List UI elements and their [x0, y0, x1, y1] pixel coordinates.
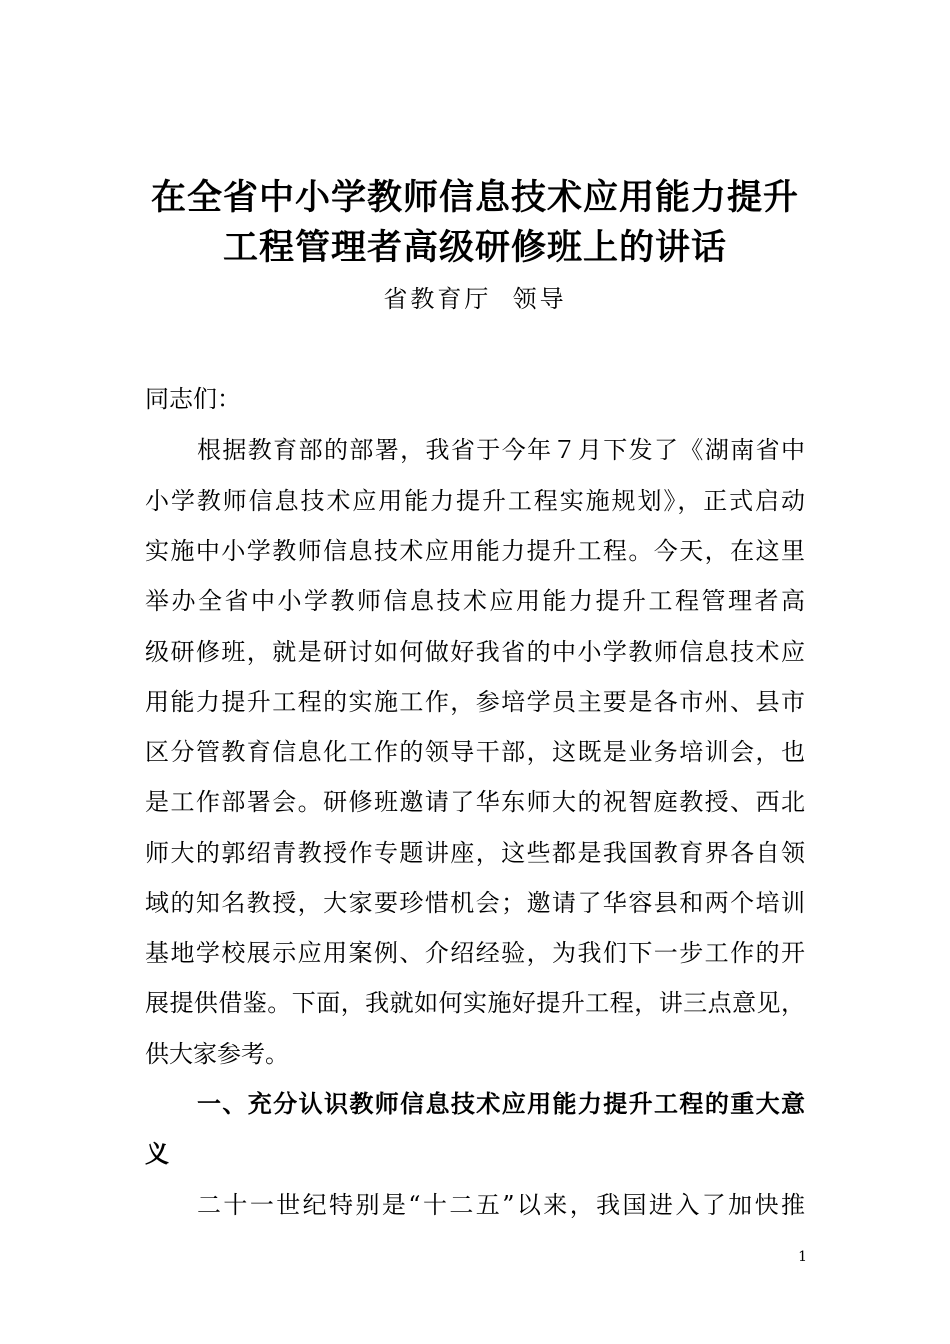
title-line-1: 在全省中小学教师信息技术应用能力提升: [150, 178, 799, 218]
section-heading-1: 一、充分认识教师信息技术应用能力提升工程的重大意: [197, 1090, 805, 1118]
title-line-2: 工程管理者高级研修班上的讲话: [222, 228, 727, 268]
byline: 省教育厅 领导: [383, 285, 567, 313]
paragraph-line: 供大家参考。: [145, 1040, 289, 1068]
paragraph-line: 级研修班，就是研讨如何做好我省的中小学教师信息技术应: [145, 638, 805, 666]
salutation: 同志们：: [145, 385, 241, 413]
paragraph-line: 域的知名教授，大家要珍惜机会；邀请了华容县和两个培训: [145, 889, 805, 917]
paragraph-line: 展提供借鉴。下面，我就如何实施好提升工程，讲三点意见，: [145, 989, 805, 1017]
paragraph-line: 区分管教育信息化工作的领导干部，这既是业务培训会，也: [145, 738, 805, 766]
section-heading-1-continued: 义: [145, 1140, 169, 1168]
paragraph-line: 实施中小学教师信息技术应用能力提升工程。今天，在这里: [145, 537, 805, 565]
paragraph-line: 举办全省中小学教师信息技术应用能力提升工程管理者高: [145, 587, 805, 615]
paragraph-line: 根据教育部的部署，我省于今年７月下发了《湖南省中: [197, 436, 805, 464]
page-number: 1: [798, 1249, 807, 1265]
paragraph-line: 是工作部署会。研修班邀请了华东师大的祝智庭教授、西北: [145, 788, 805, 816]
paragraph-line: 二十一世纪特别是“十二五”以来，我国进入了加快推: [197, 1191, 805, 1219]
paragraph-line: 用能力提升工程的实施工作，参培学员主要是各市州、县市: [145, 688, 805, 716]
paragraph-line: 小学教师信息技术应用能力提升工程实施规划》，正式启动: [145, 487, 805, 515]
paragraph-line: 基地学校展示应用案例、介绍经验，为我们下一步工作的开: [145, 939, 805, 967]
paragraph-line: 师大的郭绍青教授作专题讲座，这些都是我国教育界各自领: [145, 839, 805, 867]
